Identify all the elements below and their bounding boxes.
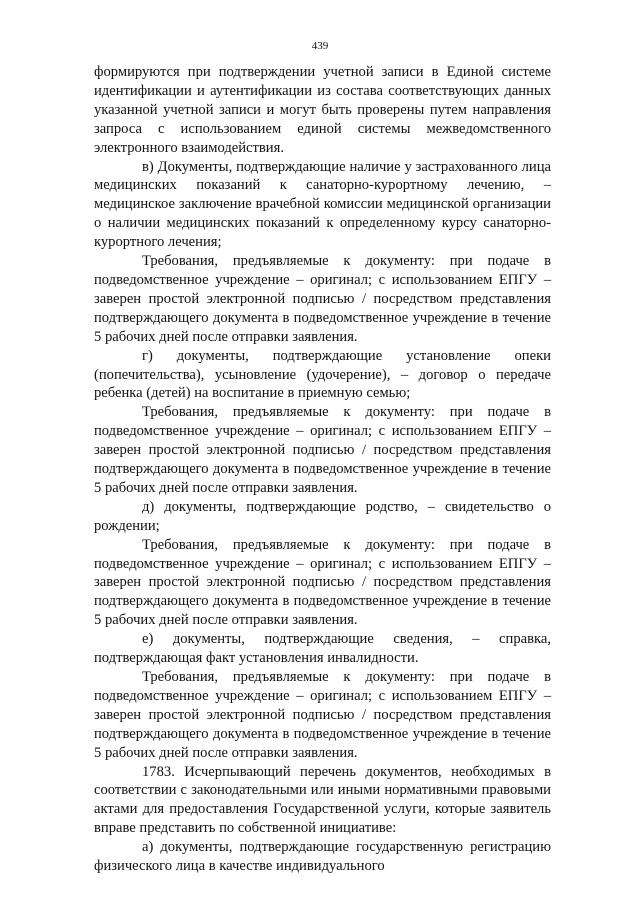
document-text: [94, 63, 551, 876]
paragraph-item-v: в) Документы, подтверждающие наличие у застрахованного лица медицинских показаний к санаторно-курортному лечению, – медицинское заключение врачебной комиссии медицинской организации о наличии медицинских показаний к определенному курсу санаторно-курортного лечения;: [94, 158, 551, 251]
paragraph-continuation: формируются при подтверждении учетной записи в Единой системе идентификации и аутентификации из состава соответствующих данных указанной учетной записи и могут быть проверены путем направления запроса с использованием единой системы межведомственного электронного взаимодействия.: [94, 64, 551, 156]
paragraph-requirements-d: Требования, предъявляемые к документу: при подаче в подведомственное учреждение – оригинал; с использованием ЕПГУ – заверен простой электронной подписью / посредством представления подтверждающего документа в подведомственное учреждение в течение 5 рабочих дней после отправки заявления.: [94, 536, 551, 629]
paragraph-requirements-g: Требования, предъявляемые к документу: при подаче в подведомственное учреждение – оригинал; с использованием ЕПГУ – заверен простой электронной подписью / посредством представления подтверждающего документа в подведомственное учреждение в течение 5 рабочих дней после отправки заявления.: [94, 404, 551, 496]
paragraph-item-g: г) документы, подтверждающие установление опеки (попечительства), усыновление (удочерение), – договор о передаче ребенка (детей) на воспитание в приемную семью;: [94, 347, 551, 402]
paragraph-clause-1783: 1783. Исчерпывающий перечень документов, необходимых в соответствии с законодательными или иными нормативными правовыми актами для предоставления Государственной услуги, которые заявитель вправе представить по собственной инициативе:: [94, 763, 551, 837]
paragraph-requirements-e: Требования, предъявляемые к документу: при подаче в подведомственное учреждение – оригинал; с использованием ЕПГУ – заверен простой электронной подписью / посредством представления подтверждающего документа в подведомственное учреждение в течение 5 рабочих дней после отправки заявления.: [94, 669, 551, 761]
page-number: 439: [311, 40, 329, 52]
paragraph-requirements-v: Требования, предъявляемые к документу: при подаче в подведомственное учреждение – оригинал; с использованием ЕПГУ – заверен простой электронной подписью / посредством представления подтверждающего документа в подведомственное учреждение в течение 5 рабочих дней после отправки заявления.: [94, 253, 551, 345]
paragraph-item-e: е) документы, подтверждающие сведения, – справка, подтверждающая факт установления инвалидности.: [94, 631, 551, 667]
paragraph-item-d: д) документы, подтверждающие родство, – свидетельство о рождении;: [94, 498, 551, 534]
paragraph-item-a: а) документы, подтверждающие государственную регистрацию физического лица в качестве индивидуального: [94, 839, 551, 875]
